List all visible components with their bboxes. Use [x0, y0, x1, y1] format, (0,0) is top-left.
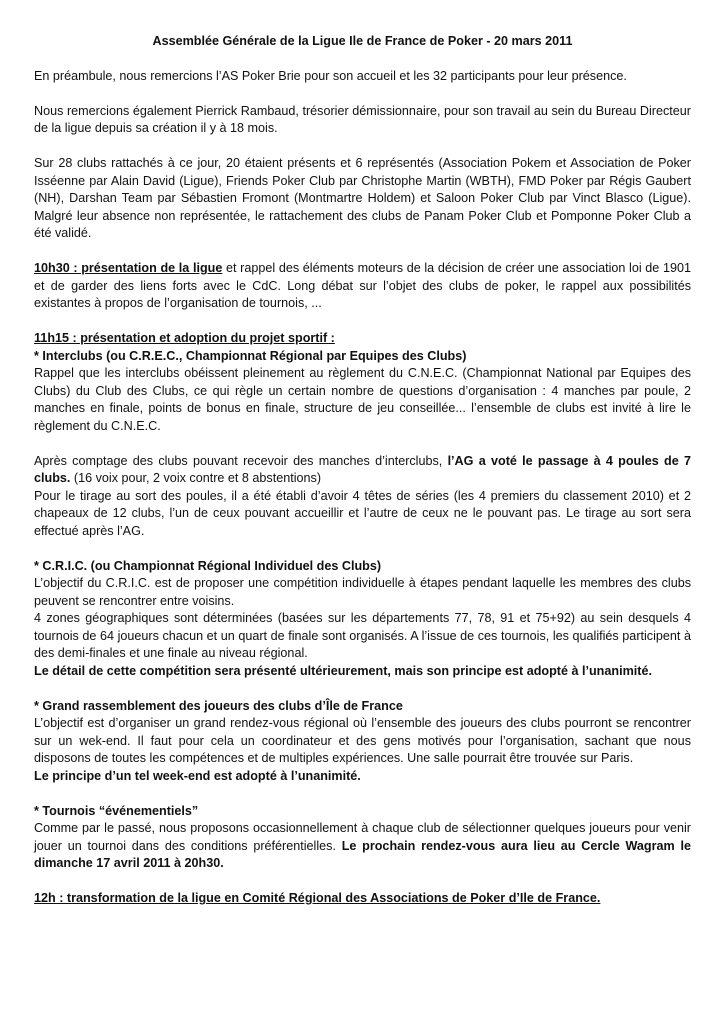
league-presentation-text: et rappel des éléments moteurs de la décision de créer une association loi de 1901 et de garder des liens forts avec le CdC. Long débat sur l’objet des clubs de poker, le rappel aux possibilités existantes à propos de l’organisation de tournois, ...: [34, 261, 691, 310]
spacer: [34, 680, 691, 698]
grand-rassemblement-decision: Le principe d’un tel week-end est adopté à l’unanimité.: [34, 768, 361, 783]
interclubs-vote-count: (16 voix pour, 2 voix contre et 8 abstentions): [70, 471, 322, 485]
spacer: [34, 313, 691, 331]
section-heading-11h15: 11h15 : présentation et adoption du projet sportif :: [34, 331, 335, 345]
interclubs-vote-intro: Après comptage des clubs pouvant recevoir des manches d’interclubs,: [34, 453, 448, 468]
paragraph-league-presentation: [34, 260, 691, 313]
section-heading-12h: 12h : transformation de la ligue en Comité Régional des Associations de Poker d’Ile de France.: [34, 891, 601, 905]
paragraph-preamble: En préambule, nous remercions l’AS Poker Brie pour son accueil et les 32 participants pour leur présence.: [34, 68, 627, 83]
interclubs-vote-result: l’AG a voté le passage à 4 poules de 7 clubs.: [34, 453, 691, 485]
interclubs-paragraph-1: Rappel que les interclubs obéissent pleinement au règlement du C.N.E.C. (Championnat National par Equipes des Clubs) du Club des Clubs, ce qui règle un certain nombre de questions d’organisation : 4 manches par poule, 2 manches en finale, points de bonus en finale, structure de jeu conseillée... l’ensemble de clubs est invité à lire le règlement du C.N.E.C.: [34, 366, 691, 433]
section-heading-10h30: 10h30 : présentation de la ligue: [34, 261, 223, 275]
interclubs-title: * Interclubs (ou C.R.E.C., Championnat Régional par Equipes des Clubs): [34, 348, 467, 363]
spacer: [34, 540, 691, 558]
spacer: [34, 138, 691, 156]
document-title: Assemblée Générale de la Ligue Ile de France de Poker - 20 mars 2011: [152, 34, 573, 48]
interclubs-paragraph-2: [34, 453, 691, 488]
cric-decision: Le détail de cette compétition sera présenté ultérieurement, mais son principe est adopté à l’unanimité.: [34, 663, 652, 678]
paragraph-thanks: Nous remercions également Pierrick Rambaud, trésorier démissionnaire, pour son travail au sein du Bureau Directeur de la ligue depuis sa création il y à 18 mois.: [34, 103, 691, 135]
cric-paragraph-2: 4 zones géographiques sont déterminées (basées sur les départements 77, 78, 91 et 75+92) au sein desquels 4 tournois de 64 joueurs chacun et un quart de finale sont organisés. A l’issue de ces tournois, les qualifiés participent à des demi-finales et une finale au niveau régional.: [34, 611, 691, 660]
tournois-title: * Tournois “événementiels”: [34, 803, 199, 818]
cric-paragraph-1: L’objectif du C.R.I.C. est de proposer une compétition individuelle à étapes pendant laquelle les membres des clubs peuvent se rencontrer entre voisins.: [34, 576, 691, 608]
tournois-paragraph: [34, 820, 691, 873]
tournois-text: Comme par le passé, nous proposons occasionnellement à chaque club de sélectionner quelques joueurs pour venir jouer un tournoi dans des conditions préférentielles.: [34, 821, 691, 853]
tournois-next-event: Le prochain rendez-vous aura lieu au Cercle Wagram le dimanche 17 avril 2011 à 20h30.: [34, 838, 691, 870]
spacer: [34, 873, 691, 891]
spacer: [34, 785, 691, 803]
paragraph-attendance: Sur 28 clubs rattachés à ce jour, 20 étaient présents et 6 représentés (Association Pokem et Association de Poker Isséenne par Alain David (Ligue), Friends Poker Club par Christophe Martin (WBTH), FMD Poker par Régis Gaubert (NH), Darshan Team par Sébastien Fromont (Montmartre Holdem) et Saloon Poker Club par Vinct Blasco (Ligue). Malgré leur absence non représentée, le rattachement des clubs de Panam Poker Club et Pomponne Poker Club a été validé.: [34, 156, 691, 240]
spacer: [34, 435, 691, 453]
interclubs-paragraph-3: Pour le tirage au sort des poules, il a été établi d’avoir 4 têtes de séries (les 4 premiers du classement 2010) et 2 chapeaux de 12 clubs, l’un de ceux pouvant accueillir et l’autre de ceux ne le pouvant pas. Le tirage au sort sera effectué après l’AG.: [34, 488, 691, 538]
spacer: [34, 243, 691, 261]
grand-rassemblement-title: * Grand rassemblement des joueurs des clubs d’Île de France: [34, 698, 403, 713]
grand-rassemblement-paragraph: L’objectif est d’organiser un grand rendez-vous régional où l’ensemble des joueurs des clubs pourront se rencontrer sur un wek-end. Il faut pour cela un coordinateur et des gens motivés pour l’organisation, sachant que nous disposons de toutes les compétences et de multiples expériences. Une salle pourrait être trouvée sur Paris.: [34, 716, 691, 765]
cric-title: * C.R.I.C. (ou Championnat Régional Individuel des Clubs): [34, 558, 382, 573]
spacer: [34, 85, 691, 103]
